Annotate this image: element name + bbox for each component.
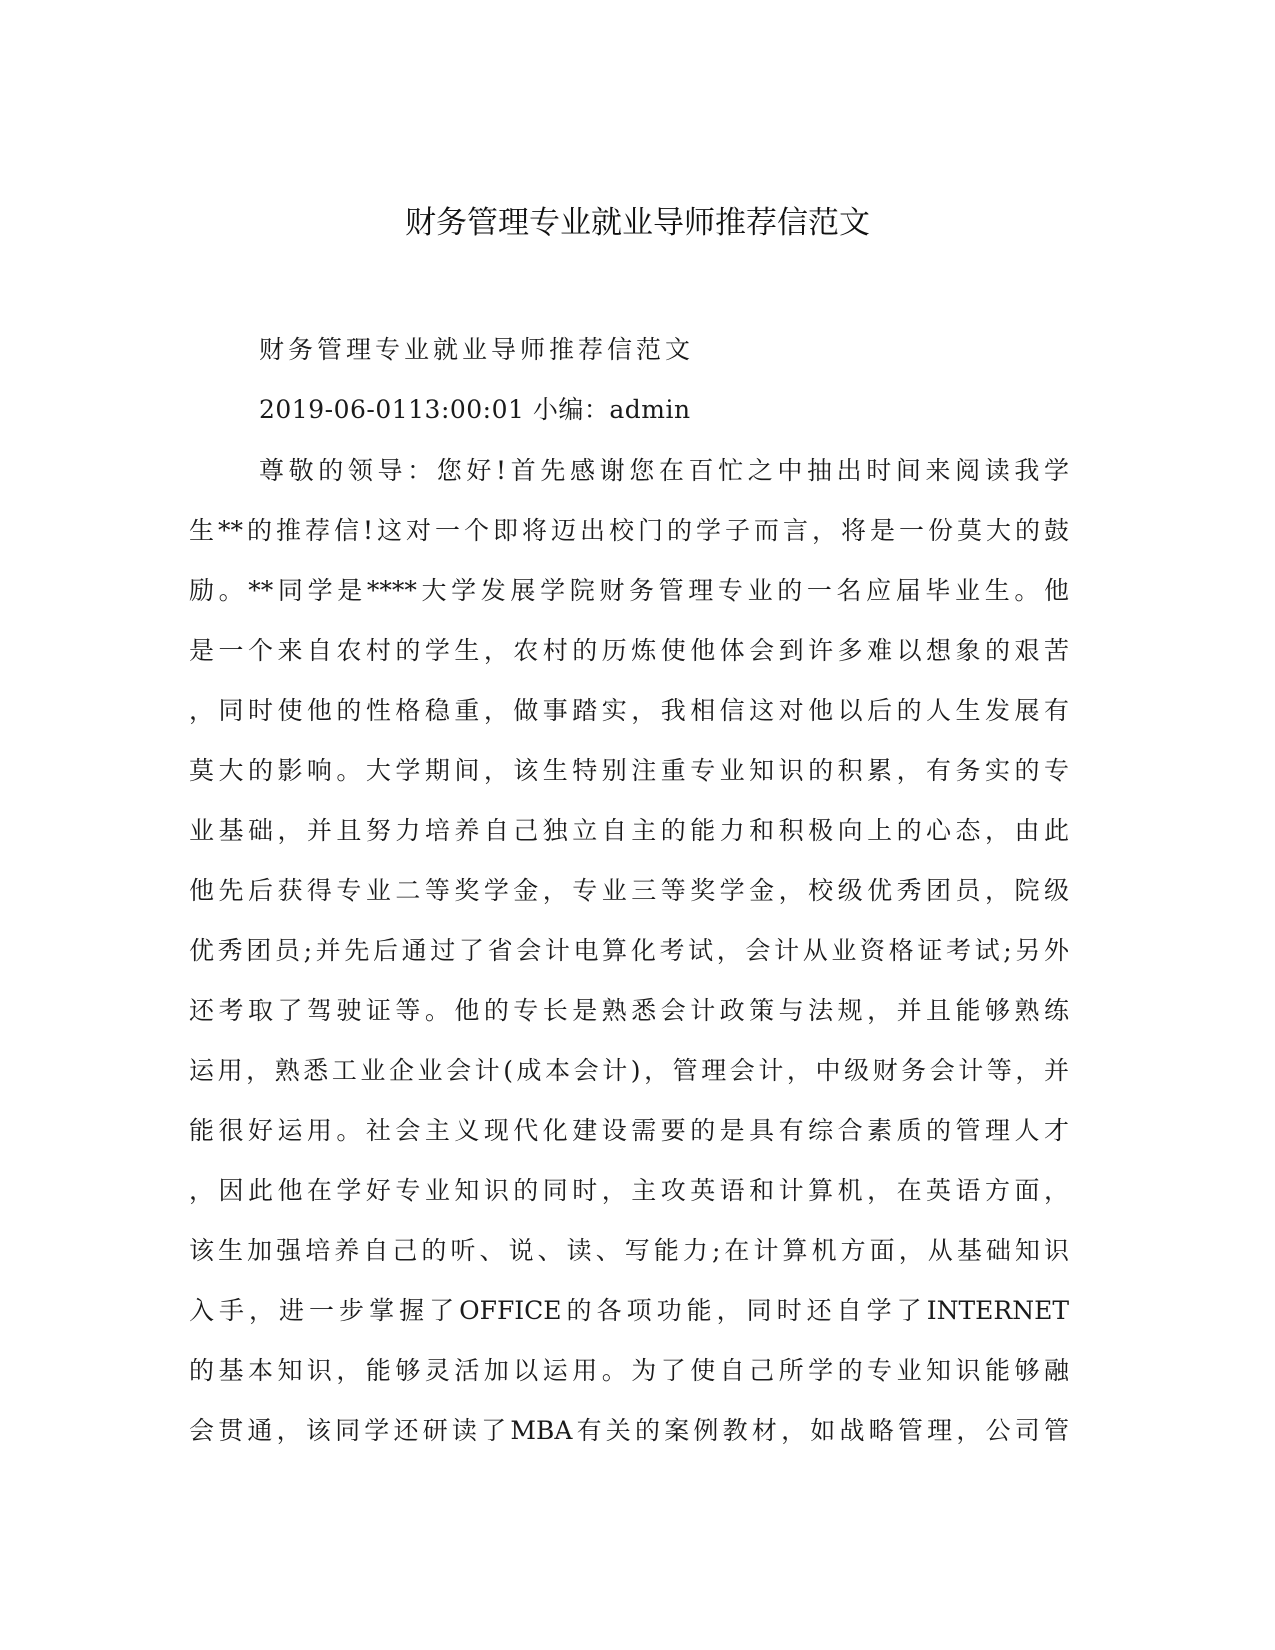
body-line: 生**的推荐信!这对一个即将迈出校门的学子而言，将是一份莫大的鼓 — [189, 516, 1069, 545]
body-line: 还考取了驾驶证等。他的专长是熟悉会计政策与法规，并且能够熟练 — [189, 996, 1069, 1025]
body-line: 该生加强培养自己的听、说、读、写能力;在计算机方面，从基础知识 — [189, 1236, 1069, 1265]
body-line: 运用，熟悉工业企业会计(成本会计)，管理会计，中级财务会计等，并 — [189, 1056, 1069, 1085]
document-title: 财务管理专业就业导师推荐信范文 — [405, 205, 870, 241]
body-line: 莫大的影响。大学期间，该生特别注重专业知识的积累，有务实的专 — [189, 756, 1069, 785]
body-line: 的基本知识，能够灵活加以运用。为了使自己所学的专业知识能够融 — [189, 1356, 1069, 1385]
publish-meta: 2019-06-0113:00:01 小编：admin — [259, 395, 691, 424]
body-line: ，因此他在学好专业知识的同时，主攻英语和计算机，在英语方面， — [189, 1176, 1069, 1205]
letter-body — [189, 441, 1069, 1461]
body-line: ，同时使他的性格稳重，做事踏实，我相信这对他以后的人生发展有 — [189, 696, 1069, 725]
body-line: 他先后获得专业二等奖学金，专业三等奖学金，校级优秀团员，院级 — [189, 876, 1069, 905]
body-line: 入手，进一步掌握了OFFICE的各项功能，同时还自学了INTERNET — [189, 1296, 1069, 1325]
body-line: 是一个来自农村的学生，农村的历炼使他体会到许多难以想象的艰苦 — [189, 636, 1069, 665]
body-line: 业基础，并且努力培养自己独立自主的能力和积极向上的心态，由此 — [189, 816, 1069, 845]
body-line: 会贯通，该同学还研读了MBA有关的案例教材，如战略管理，公司管 — [189, 1416, 1069, 1445]
body-line: 尊敬的领导：您好!首先感谢您在百忙之中抽出时间来阅读我学 — [259, 456, 1069, 485]
body-line: 优秀团员;并先后通过了省会计电算化考试，会计从业资格证考试;另外 — [189, 936, 1069, 965]
body-line: 励。**同学是****大学发展学院财务管理专业的一名应届毕业生。他 — [189, 576, 1069, 605]
body-line: 能很好运用。社会主义现代化建设需要的是具有综合素质的管理人才 — [189, 1116, 1069, 1145]
document-subtitle: 财务管理专业就业导师推荐信范文 — [259, 335, 695, 364]
